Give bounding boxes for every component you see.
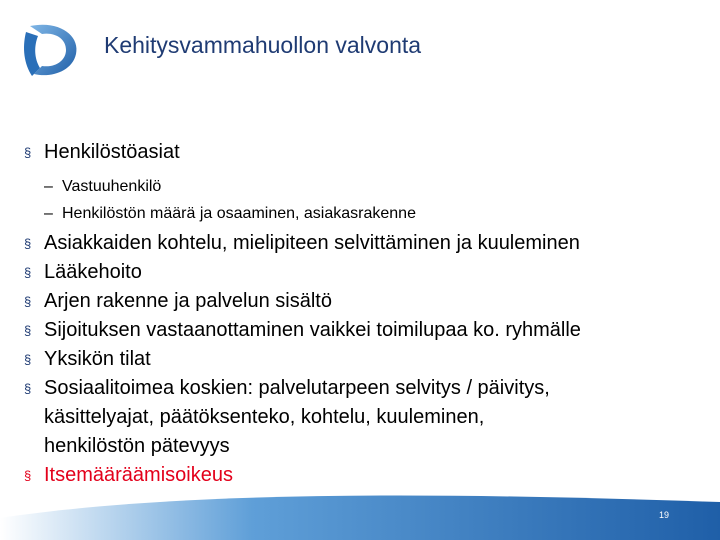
bullet-text: Arjen rakenne ja palvelun sisältö	[44, 290, 332, 312]
bullet-item-asiakkaiden-kohtelu	[24, 229, 714, 258]
bullet-item-henkilostoasiat	[24, 138, 714, 167]
bullet-text-line: käsittelyajat, päätöksenteko, kohtelu, kuuleminen,	[44, 406, 485, 428]
page-number: 19	[659, 510, 670, 520]
bullet-icon: §	[24, 236, 32, 251]
bullet-icon: §	[24, 145, 32, 160]
bullet-text-line: henkilöstön pätevyys	[44, 435, 230, 457]
bullet-icon: §	[24, 323, 32, 338]
organization-logo-icon	[20, 18, 82, 80]
bullet-item-yksikon-tilat	[24, 345, 714, 374]
dash-icon: –	[44, 178, 53, 195]
bullet-text: Lääkehoito	[44, 261, 142, 283]
bullet-item-laakehoito	[24, 258, 714, 287]
bullet-item-sosiaalitoimea	[24, 374, 714, 461]
sub-bullet-henkiloston-maara	[24, 200, 714, 227]
bullet-text: Sijoituksen vastaanottaminen vaikkei toimilupaa ko. ryhmälle	[44, 319, 581, 341]
bullet-icon: §	[24, 265, 32, 280]
bullet-text: Henkilöstöasiat	[44, 141, 180, 163]
dash-icon: –	[44, 205, 53, 222]
bullet-icon: §	[24, 294, 32, 309]
bullet-item-itsemaaraamisoikeus	[24, 461, 714, 490]
bullet-item-arjen-rakenne	[24, 287, 714, 316]
bullet-icon: §	[24, 381, 32, 396]
bullet-list	[24, 138, 714, 490]
sub-bullet-text: Vastuuhenkilö	[62, 178, 162, 195]
bullet-icon: §	[24, 352, 32, 367]
bullet-text: Asiakkaiden kohtelu, mielipiteen selvittäminen ja kuuleminen	[44, 232, 580, 254]
sub-bullet-vastuuhenkilo	[24, 173, 714, 200]
bullet-text: Itsemääräämisoikeus	[44, 464, 233, 486]
bullet-text-line: Sosiaalitoimea koskien: palvelutarpeen selvitys / päivitys,	[44, 377, 550, 399]
bullet-text: Yksikön tilat	[44, 348, 151, 370]
slide-title: Kehitysvammahuollon valvonta	[104, 32, 422, 58]
footer-band	[0, 488, 720, 540]
bullet-item-sijoituksen-vastaanottaminen	[24, 316, 714, 345]
bullet-icon: §	[24, 468, 32, 483]
sub-bullet-text: Henkilöstön määrä ja osaaminen, asiakasrakenne	[62, 205, 416, 222]
